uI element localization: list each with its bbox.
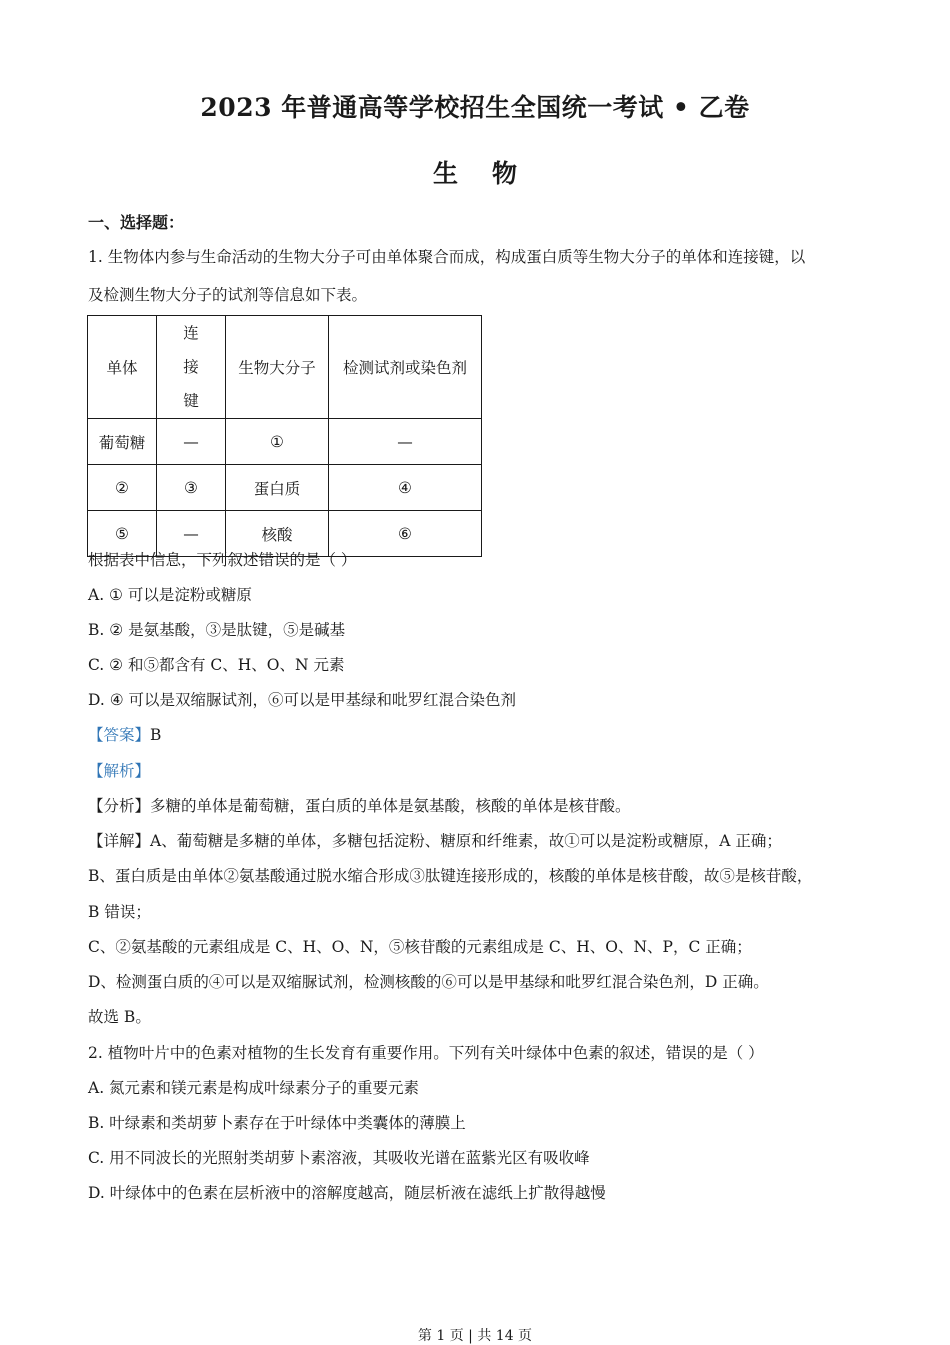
- table-cell: ①: [226, 419, 329, 465]
- answer-tag: 【答案】: [88, 726, 151, 744]
- subject-title: 生物: [432, 159, 551, 188]
- q1-option-c: C. ② 和⑤都含有 C、H、O、N 元素: [88, 656, 345, 674]
- exam-title: 2023 年普通高等学校招生全国统一考试 • 乙卷: [200, 93, 750, 122]
- table-cell: —: [157, 419, 226, 465]
- table-cell: ②: [88, 465, 157, 511]
- q2-option-a: A. 氮元素和镁元素是构成叶绿素分子的重要元素: [88, 1079, 420, 1097]
- table-header-row: [88, 316, 482, 419]
- q2-option-c: C. 用不同波长的光照射类胡萝卜素溶液，其吸收光谱在蓝紫光区有吸收峰: [88, 1149, 590, 1167]
- answer-line: [88, 723, 161, 745]
- section-heading: 一、选择题：: [88, 213, 185, 232]
- analysis-detail-1: 【详解】A、葡萄糖是多糖的单体，多糖包括淀粉、糖原和纤维素，故①可以是淀粉或糖原，A 正确；: [88, 832, 782, 850]
- table-cell: ⑤: [88, 511, 157, 557]
- table-header-cell: 检测试剂或染色剂: [329, 316, 482, 419]
- analysis-tag: 【解析】: [88, 762, 151, 780]
- table-cell: —: [157, 511, 226, 557]
- q1-option-d: D. ④ 可以是双缩脲试剂，⑥可以是甲基绿和吡罗红混合染色剂: [88, 691, 517, 709]
- table-header-cell: 生物大分子: [226, 316, 329, 419]
- table-cell: ④: [329, 465, 482, 511]
- table-cell: 葡萄糖: [88, 419, 157, 465]
- q1-stem-line2: 及检测生物大分子的试剂等信息如下表。: [88, 286, 368, 304]
- q1-option-b: B. ② 是氨基酸，③是肽键，⑤是碱基: [88, 621, 346, 639]
- analysis-conclusion: 故选 B。: [88, 1008, 151, 1026]
- q1-stem-line1: 1. 生物体内参与生命活动的生物大分子可由单体聚合而成，构成蛋白质等生物大分子的单体和连接键，以: [88, 248, 806, 266]
- info-table: [87, 315, 482, 557]
- table-cell: 核酸: [226, 511, 329, 557]
- q2-option-d: D. 叶绿体中的色素在层析液中的溶解度越高，随层析液在滤纸上扩散得越慢: [88, 1184, 606, 1202]
- table-row: [88, 419, 482, 465]
- analysis-detail-3: B 错误；: [88, 903, 151, 921]
- analysis-detail-4: C、②氨基酸的元素组成是 C、H、O、N，⑤核苷酸的元素组成是 C、H、O、N、P，C 正确；: [88, 938, 752, 956]
- table-header-cell: 单体: [88, 316, 157, 419]
- q1-prompt: 根据表中信息，下列叙述错误的是（ ）: [88, 551, 357, 569]
- table-header-cell: 连接键: [157, 316, 226, 419]
- page-footer: 第 1 页 | 共 14 页: [417, 1328, 533, 1344]
- table-cell: ③: [157, 465, 226, 511]
- table-cell: ⑥: [329, 511, 482, 557]
- answer-value: B: [150, 726, 162, 744]
- table-cell: 蛋白质: [226, 465, 329, 511]
- analysis-detail-2: B、蛋白质是由单体②氨基酸通过脱水缩合形成③肽键连接形成的，核酸的单体是核苷酸，故⑤是核苷酸，: [88, 867, 813, 885]
- q2-stem: 2. 植物叶片中的色素对植物的生长发育有重要作用。下列有关叶绿体中色素的叙述，错误的是（ ）: [88, 1044, 764, 1062]
- table-cell: —: [329, 419, 482, 465]
- analysis-fenxi: 【分析】多糖的单体是葡萄糖，蛋白质的单体是氨基酸，核酸的单体是核苷酸。: [88, 797, 631, 815]
- q1-option-a: A. ① 可以是淀粉或糖原: [88, 586, 252, 604]
- table-row: [88, 465, 482, 511]
- q2-option-b: B. 叶绿素和类胡萝卜素存在于叶绿体中类囊体的薄膜上: [88, 1114, 466, 1132]
- analysis-detail-5: D、检测蛋白质的④可以是双缩脲试剂，检测核酸的⑥可以是甲基绿和吡罗红混合染色剂，D 正确。: [88, 973, 769, 991]
